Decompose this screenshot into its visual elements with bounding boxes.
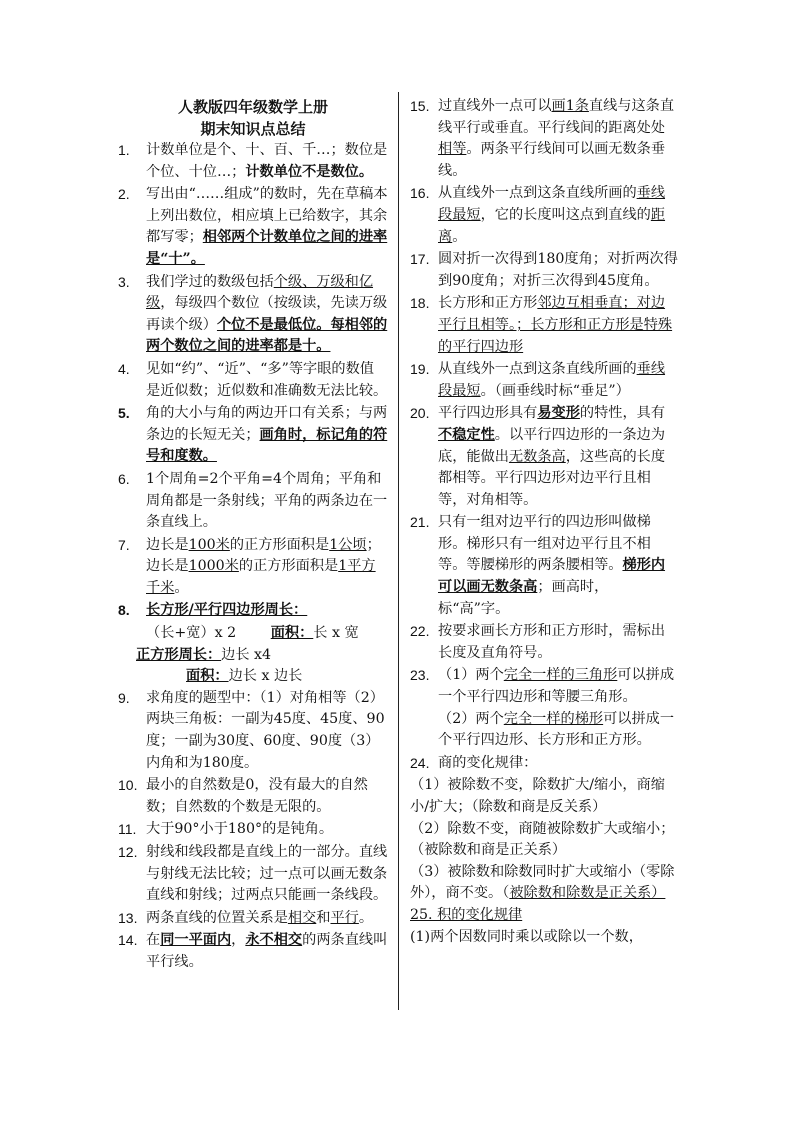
item-text: ，每级四个数位（按级读，先读万级再读个级） xyxy=(146,295,388,333)
item-bold-text: 画角时，标记角的符号和度数。 xyxy=(146,426,388,465)
item-text: 的两条直线叫平行线。 xyxy=(146,932,388,970)
item-number: 17. xyxy=(410,251,430,268)
item-text: 。两条平行线间可以画无数条垂线。 xyxy=(438,141,666,179)
formula-line xyxy=(118,666,388,688)
item-text: 。 xyxy=(358,909,374,926)
item-number: 21. xyxy=(410,514,430,531)
list-item xyxy=(118,688,388,774)
item-text: 直线与这条直线平行或垂直。平行线间的距离处处 xyxy=(438,98,675,136)
formula-label: 面积： xyxy=(270,625,314,642)
list-item xyxy=(118,819,388,841)
item-underlined-text: 相交 xyxy=(287,909,317,926)
item-underlined-text: 个级、万级和亿级 xyxy=(146,273,374,312)
item-bold-text: 永不相交 xyxy=(245,932,303,949)
item-text: ，它的长度叫这点到直线的 xyxy=(480,206,651,223)
item-bold-text: 不稳定性 xyxy=(438,426,495,443)
left-column xyxy=(118,96,388,975)
list-item xyxy=(118,272,388,358)
column-divider xyxy=(398,92,399,1010)
list-item xyxy=(118,140,388,183)
list-item xyxy=(118,403,388,468)
item-number: 1. xyxy=(118,142,130,158)
section-heading: 25. 积的变化规律 xyxy=(410,906,523,923)
item-number: 16. xyxy=(410,185,430,202)
item-text: 1个周角=2个平角=4个周角；平角和周角都是一条射线；平角的两条边在一条直线上。 xyxy=(146,470,388,531)
formula-label: 正方形周长： xyxy=(136,646,222,663)
rule-line: (1)两个因数同时乘以或除以一个数， xyxy=(410,928,643,945)
item-underlined-text: 完全一样的三角形 xyxy=(503,667,618,684)
item-text: 射线和线段都是直线上的一部分。直线与射线无法比较；过一点可以画无数条直线和射线；过两点只能画一条线段。 xyxy=(146,844,388,904)
item-text: 写出由“……组成”的数时，先在草稿本上列出数位，相应填上已给数字，其余都写零； xyxy=(146,186,388,246)
item-number: 22. xyxy=(410,623,430,640)
item-text: 。 xyxy=(174,579,189,596)
item-text: 边长是 xyxy=(146,536,189,553)
item-text: （1）两个 xyxy=(438,667,504,684)
list-item xyxy=(118,469,388,534)
item-underlined-text: 完全一样的梯形 xyxy=(503,710,604,727)
list-item xyxy=(118,535,388,600)
list-item xyxy=(410,403,678,511)
formula-text: 边长 x4 xyxy=(221,646,272,663)
item-text: 的正方形面积是 xyxy=(229,536,330,553)
rule-text: （3）被除数和除数同时扩大或缩小（零除外），商不变。（ xyxy=(410,863,675,902)
item-bold-text: 易变形 xyxy=(537,405,580,422)
item-number: 11. xyxy=(118,821,137,838)
item-text: 按要求画长方形和正方形时，需标出长度及直角符号。 xyxy=(438,623,666,661)
rule-line: （1）被除数不变，除数扩大/缩小，商缩小/扩大；（除数和商是反关系） xyxy=(410,777,665,815)
formula-label: 面积： xyxy=(186,668,229,685)
list-item xyxy=(410,359,678,402)
item-number: 19. xyxy=(410,361,430,378)
item-number: 3. xyxy=(118,273,130,290)
item-underlined-text: 相等 xyxy=(438,141,467,158)
item-text: 角的大小与角的两边开口有关系；与两条边的长短无关； xyxy=(146,405,388,443)
item-text: ；画高时，标“高”字。 xyxy=(438,579,609,617)
formula-line xyxy=(118,623,388,645)
list-item xyxy=(410,183,678,248)
item-underlined-text: 垂线段最短 xyxy=(438,185,666,223)
item-text: 的正方形面积是 xyxy=(238,558,339,575)
item-number: 15. xyxy=(410,98,430,114)
item-text: 求角度的题型中：（1）对角相等（2）两块三角板：一副为45度、45度、90度；一副为30度、60度、90度（3）内角和为180度。 xyxy=(146,689,385,771)
item-underlined-text: 画1条 xyxy=(551,98,589,114)
item-text: 。以平行四边形的一条边为底，能做出 xyxy=(438,426,666,465)
list-item xyxy=(410,621,678,664)
item-bold-text: 长方形/平行四边形周长： xyxy=(146,602,308,619)
item-underlined-text: 距离 xyxy=(438,206,666,245)
item-number: 20. xyxy=(410,405,430,422)
list-item xyxy=(118,184,388,270)
item-text: 我们学过的数级包括 xyxy=(146,273,274,290)
item-underlined-text: 邻边互相垂直；对边平行且相等。；长方形和正方形是特殊的平行四边形 xyxy=(438,295,673,355)
item-underlined-text: 垂线段最短 xyxy=(438,361,666,399)
list-item xyxy=(118,600,388,622)
item-text: 。（画垂线时标“垂足”） xyxy=(480,382,630,399)
item-underlined-text: 1公顷 xyxy=(329,536,367,553)
item-text: 圆对折一次得到180度角；对折两次得到90度角；对折三次得到45度角。 xyxy=(438,251,678,289)
item-number: 14. xyxy=(118,932,138,949)
formula-text: 长 x 宽 xyxy=(313,625,359,642)
item-text: 见如“约”、“近”、“多”等字眼的数值是近似数；近似数和准确数无法比较。 xyxy=(146,360,388,399)
item-text: 两条直线的位置关系是 xyxy=(146,909,288,926)
item-text: 可以拼成一个平行四边形、长方形和正方形。 xyxy=(438,710,675,749)
list-item xyxy=(118,842,388,907)
list-item xyxy=(410,249,678,292)
item-underlined-text: 无数条高 xyxy=(508,448,566,465)
formula-text: 边长 x 边长 xyxy=(228,668,303,685)
item-underlined-text: 100米 xyxy=(188,536,230,553)
document-title: 人教版四年级数学上册 xyxy=(177,98,328,116)
item-number: 2. xyxy=(118,186,130,203)
item-number: 10. xyxy=(118,777,138,794)
item-text: 商的变化规律： xyxy=(438,754,538,771)
list-item xyxy=(410,665,678,751)
formula-line xyxy=(118,645,388,667)
rule-line xyxy=(410,862,678,905)
list-item xyxy=(410,512,678,620)
item-text: 最小的自然数是0，没有最大的自然数；自然数的个数是无限的。 xyxy=(146,777,368,815)
item-text: 。 xyxy=(452,228,467,245)
item-text: 从直线外一点到这条直线所画的 xyxy=(438,361,637,378)
item-number: 4. xyxy=(118,360,130,377)
list-item xyxy=(118,775,388,818)
list-item xyxy=(118,908,388,930)
item-number: 13. xyxy=(118,909,138,926)
item-number: 12. xyxy=(118,844,138,860)
list-item xyxy=(410,293,678,358)
item-number: 7. xyxy=(118,536,130,553)
item-text: 的特性，具有 xyxy=(579,405,666,422)
list-item xyxy=(118,930,388,973)
item-underlined-text: 平行 xyxy=(330,909,359,926)
item-bold-text: 同一平面内 xyxy=(160,932,232,949)
item-text: 平行四边形具有 xyxy=(438,405,538,422)
rule-line: （2）除数不变，商随被除数扩大或缩小；（被除数和商是正关系） xyxy=(410,820,675,859)
item-bold-text: 计数单位不是数位。 xyxy=(245,163,374,180)
formula-text: （长+宽）x 2 xyxy=(146,625,237,642)
item-text: 计数单位是个、十、百、千…；数位是个位、十位…； xyxy=(146,142,388,180)
item-text: 和 xyxy=(316,909,331,926)
item-text: （2）两个 xyxy=(438,710,504,727)
item-bold-text: 相邻两个计数单位之间的进率是“十”。 xyxy=(146,229,388,267)
item-text: 从直线外一点到这条直线所画的 xyxy=(438,185,637,202)
rule-underlined-text: 被除数和除数是正关系） xyxy=(509,885,666,902)
list-item xyxy=(410,96,678,182)
document-subtitle: 期末知识点总结 xyxy=(200,120,306,138)
item-underlined-text: 1000米 xyxy=(188,558,239,575)
item-bold-text: 梯形内可以画无数条高 xyxy=(438,557,666,596)
item-number: 8. xyxy=(118,602,130,619)
item-text: 只有一组对边平行的四边形叫做梯形。梯形只有一组对边平行且不相等。等腰梯形的两条腰相等。 xyxy=(438,514,651,574)
item-text: 大于90°小于180°的是钝角。 xyxy=(146,821,334,838)
item-number: 5. xyxy=(118,405,130,422)
item-number: 18. xyxy=(410,295,430,312)
item-number: 9. xyxy=(118,689,130,706)
list-item xyxy=(410,753,678,775)
item-text: 在 xyxy=(146,932,161,949)
item-number: 23. xyxy=(410,667,430,684)
item-text: 长方形和正方形 xyxy=(438,295,538,312)
item-text: ，这些高的长度都相等。平行四边形对边平行且相等，对角相等。 xyxy=(438,448,666,508)
item-text: ， xyxy=(231,932,246,949)
right-column xyxy=(410,96,678,948)
item-text: 可以拼成一个平行四边形和等腰三角形。 xyxy=(438,667,675,706)
list-item xyxy=(118,359,388,402)
item-text: 过直线外一点可以 xyxy=(438,98,552,114)
item-bold-text: 个位不是最低位。每相邻的两个数位之间的进率都是十。 xyxy=(146,316,388,355)
item-underlined-text: 1平方千米 xyxy=(146,558,376,596)
item-number: 24. xyxy=(410,754,430,771)
item-number: 6. xyxy=(118,470,130,487)
item-text: ；边长是 xyxy=(146,536,381,575)
